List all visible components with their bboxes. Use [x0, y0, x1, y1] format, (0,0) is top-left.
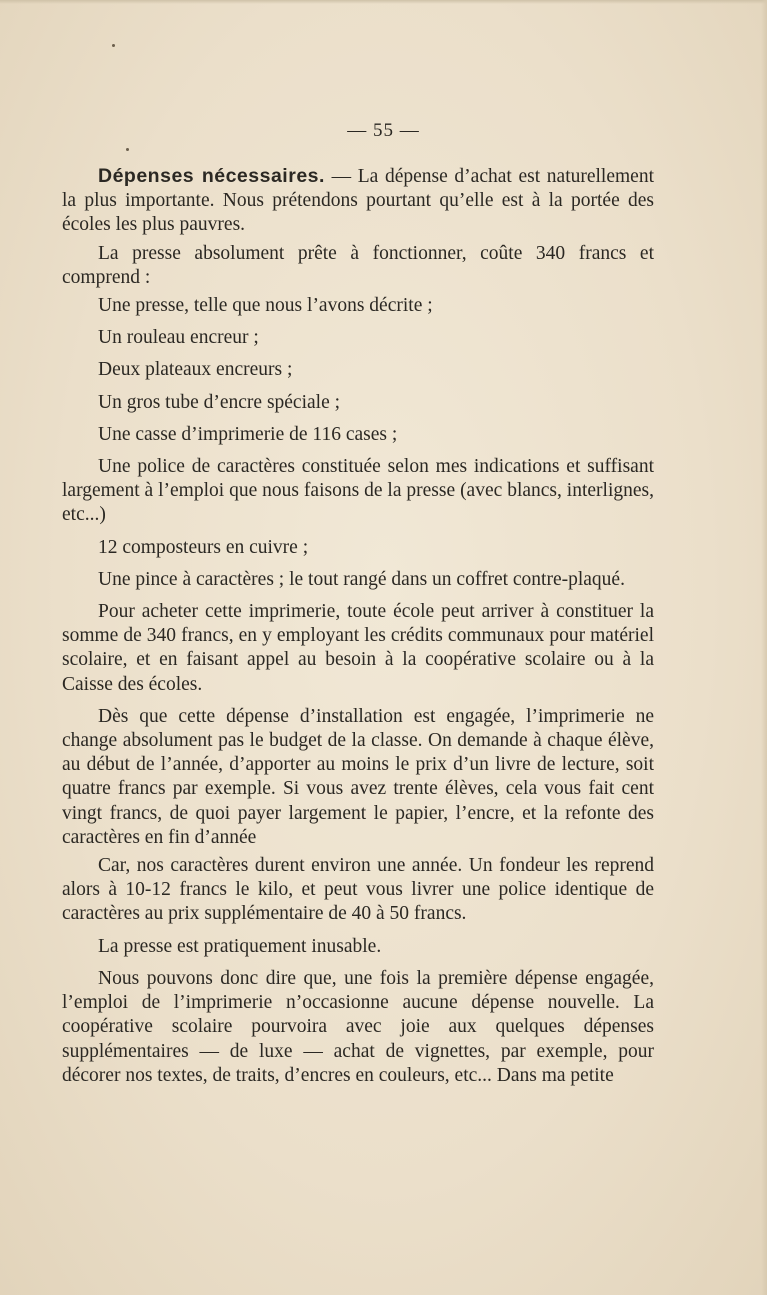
page-body: [62, 164, 654, 1092]
paper-speck: [112, 44, 115, 47]
paragraph-acheter: Pour acheter cette imprimerie, toute école peut arriver à constituer la somme de 340 francs, en y employant les crédits communaux pour matériel scolaire, et en faisant appel au besoin à la coopérative scolaire ou à la Caisse des écoles.: [62, 601, 654, 695]
list-item: Une casse d’imprimerie de 116 cases ;: [98, 423, 398, 445]
paragraph-inusable: La presse est pratiquement inusable.: [98, 935, 382, 957]
section-heading: Dépenses nécessaires.: [98, 165, 325, 187]
paragraph-text: — La dépense d’achat est naturellement la plus importante. Nous prétendons pourtant qu’elle est à la portée des écoles les plus pauvres.: [62, 166, 654, 236]
page-top-edge: [0, 0, 767, 4]
paper-speck: [126, 148, 129, 151]
paragraph-caracteres: Car, nos caractères durent environ une année. Un fondeur les reprend alors à 10-12 francs le kilo, et peut vous livrer une police identique de caractères au prix supplémentaire de 40 à 50 francs.: [62, 855, 654, 925]
paragraph-budget: Dès que cette dépense d’installation est engagée, l’imprimerie ne change absolument pas le budget de la classe. On demande à chaque élève, au début de l’année, d’apporter au moins le prix d’un livre de lecture, soit quatre francs par exemple. Si vous avez trente élèves, cela vous fait cent vingt francs, de quoi payer largement le papier, l’encre, et la refonte des caractères en fin d’année: [62, 705, 654, 848]
list-item: Une presse, telle que nous l’avons décrite ;: [98, 295, 433, 317]
list-item: Une pince à caractères ; le tout rangé dans un coffret contre-plaqué.: [98, 568, 625, 590]
page-number: — 55 —: [347, 120, 420, 141]
list-item: Une police de caractères constituée selon mes indications et suffisant largement à l’emploi que nous faisons de la presse (avec blancs, interlignes, etc...): [62, 456, 654, 526]
page-right-edge: [761, 0, 767, 1295]
list-item: 12 composteurs en cuivre ;: [98, 536, 309, 558]
list-item: Un rouleau encreur ;: [98, 327, 259, 349]
paragraph-presse: La presse absolument prête à fonctionner, coûte 340 francs et comprend :: [62, 242, 654, 288]
list-item: Un gros tube d’encre spéciale ;: [98, 391, 341, 413]
paragraph-intro: [62, 164, 654, 238]
paragraph-conclusion: Nous pouvons donc dire que, une fois la première dépense engagée, l’emploi de l’imprimerie n’occasionne aucune dépense nouvelle. La coopérative scolaire pourvoira avec joie aux quelques dépenses supplémentaires — de luxe — achat de vignettes, par exemple, pour décorer nos textes, de traits, d’encres en couleurs, etc... Dans ma petite: [62, 967, 654, 1086]
list-item: Deux plateaux encreurs ;: [98, 359, 293, 381]
